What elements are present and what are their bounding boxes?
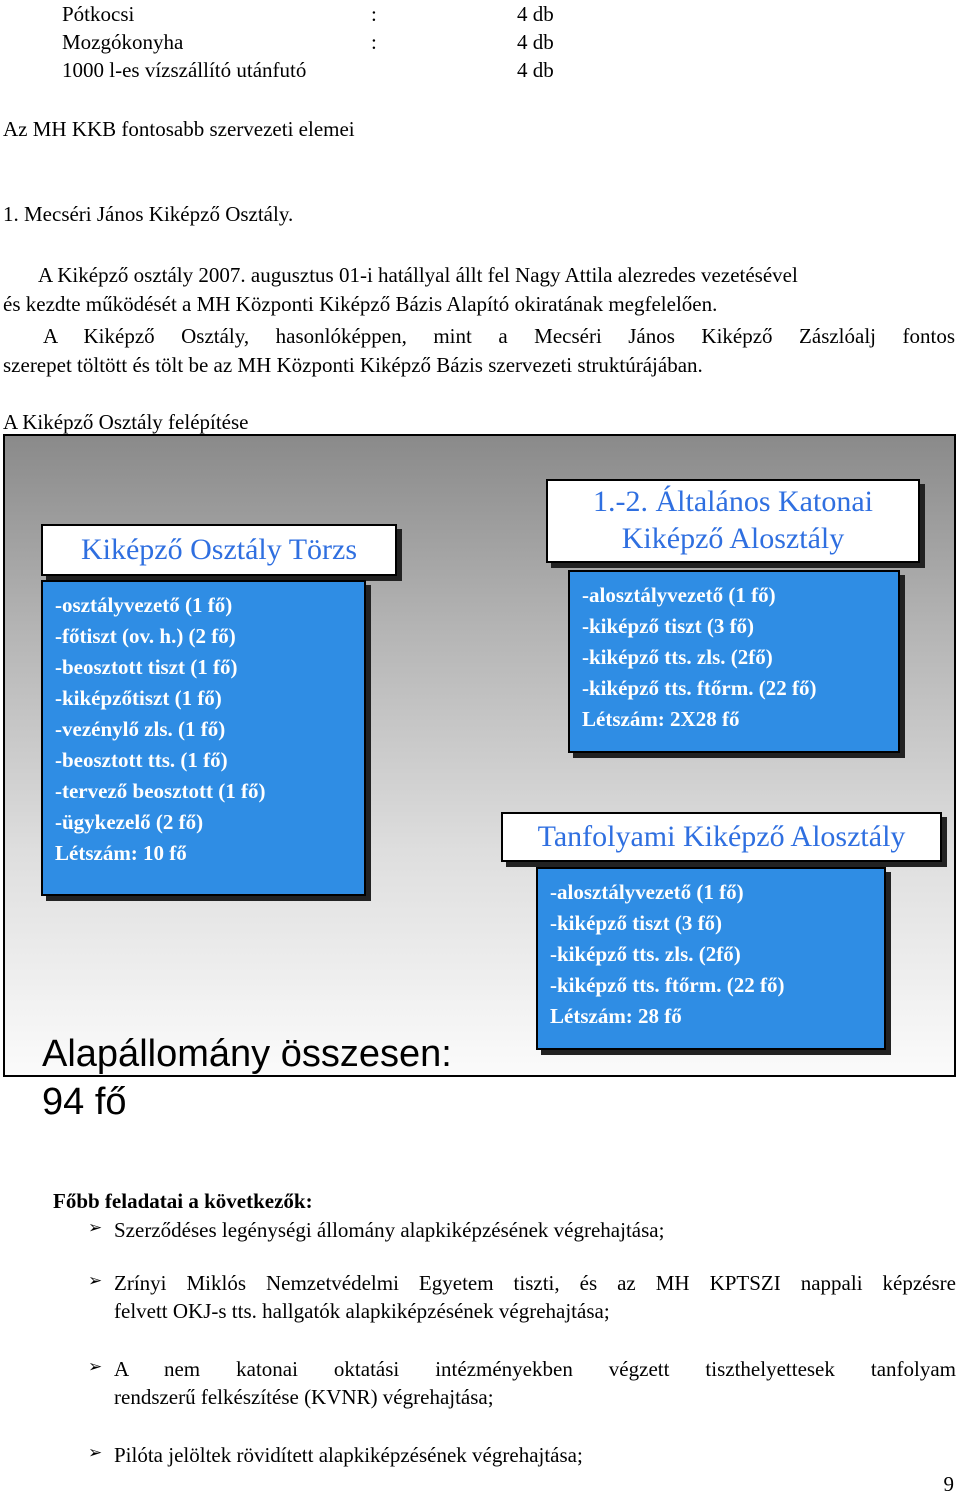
paragraph-2-cont [3, 351, 955, 379]
inventory-quantity: 4 db [517, 30, 554, 54]
tanfolyami-header [501, 812, 942, 862]
inventory-row [62, 56, 582, 84]
torzs-title: Kiképző Osztály Törzs [80, 533, 358, 566]
tanfolyami-title: Tanfolyami Kiképző Alosztály [537, 820, 906, 853]
torzs-item: -beosztott tiszt (1 fő) [55, 655, 238, 679]
inventory-colon: : [371, 2, 377, 26]
inventory-row [62, 0, 582, 28]
tanfolyami-item: -kiképző tts. zls. (2fő) [550, 942, 741, 966]
paragraph-1 [38, 261, 955, 289]
paragraph-line: szerepet töltött és tölt be az MH Központi Kiképző Bázis szervezeti struktúrájában. [3, 353, 703, 377]
inventory-quantity: 4 db [517, 58, 554, 82]
task-line: Zrínyi Miklós Nemzetvédelmi Egyetem tiszti, és az MH KPTSZI nappali képzésre [114, 1271, 956, 1295]
arrow-bullet-icon: ➢ [88, 1271, 103, 1291]
task-line: Pilóta jelöltek rövidített alapkiképzésének végrehajtása; [114, 1443, 583, 1467]
inventory-name: 1000 l-es vízszállító utánfutó [62, 58, 307, 82]
arrow-bullet-icon: ➢ [88, 1443, 103, 1463]
torzs-total: Létszám: 10 fő [55, 841, 187, 865]
torzs-item: -kiképzőtiszt (1 fő) [55, 686, 222, 710]
inventory-name: Pótkocsi [62, 2, 135, 26]
task-item [88, 1216, 956, 1244]
task-line: felvett OKJ-s tts. hallgatók alapkiképzésének végrehajtása; [114, 1299, 610, 1324]
tanfolyami-total: Létszám: 28 fő [550, 1004, 682, 1028]
torzs-header [41, 524, 397, 576]
section-title: Az MH KKB fontosabb szervezeti elemei [3, 117, 355, 141]
torzs-item: -tervező beosztott (1 fő) [55, 779, 266, 803]
arrow-bullet-icon: ➢ [88, 1357, 103, 1377]
tanfolyami-box [536, 867, 886, 1050]
arrow-bullet-icon: ➢ [88, 1218, 103, 1238]
paragraph-line: A Kiképző Osztály, hasonlóképpen, mint a Mecséri János Kiképző Zászlóalj fontos [43, 324, 955, 348]
altalanos-item: -kiképző tiszt (3 fő) [582, 614, 755, 638]
inventory-quantity: 4 db [517, 2, 554, 26]
paragraph-line: és kezdte működését a MH Központi Kiképző Bázis Alapító okiratának megfelelően. [3, 292, 718, 316]
torzs-item: -főtiszt (ov. h.) (2 fő) [55, 624, 236, 648]
summary-line: Alapállomány összesen: [42, 1033, 452, 1075]
summary-total: 94 fő [42, 1081, 127, 1123]
torzs-item: -osztályvezető (1 fő) [55, 593, 233, 617]
task-line: Szerződéses legénységi állomány alapkiképzésének végrehajtása; [114, 1218, 665, 1242]
inventory-name: Mozgókonyha [62, 30, 184, 54]
tanfolyami-item: -kiképző tts. ftőrm. (22 fő) [550, 973, 785, 997]
paragraph-1-cont [3, 290, 955, 318]
inventory-row [62, 28, 582, 56]
torzs-item: -ügykezelő (2 fő) [55, 810, 204, 834]
task-item [88, 1441, 956, 1469]
page-number: 9 [943, 1472, 954, 1496]
paragraph-2 [43, 322, 955, 350]
subsection-title: 1. Mecséri János Kiképző Osztály. [3, 202, 294, 226]
staff-summary [42, 1030, 452, 1126]
altalanos-header [546, 479, 920, 563]
altalanos-title-line: 1.-2. Általános Katonai [593, 485, 873, 518]
tasks-title: Főbb feladatai a következők: [53, 1189, 313, 1213]
tanfolyami-item: -kiképző tiszt (3 fő) [550, 911, 723, 935]
altalanos-box [568, 570, 900, 753]
torzs-item: -vezénylő zls. (1 fő) [55, 717, 226, 741]
torzs-item: -beosztott tts. (1 fő) [55, 748, 228, 772]
torzs-box [41, 580, 366, 896]
task-item [88, 1355, 956, 1412]
altalanos-title-line: Kiképző Alosztály [621, 521, 845, 555]
altalanos-item: -kiképző tts. ftőrm. (22 fő) [582, 676, 817, 700]
paragraph-line: A Kiképző osztály 2007. augusztus 01-i hatállyal állt fel Nagy Attila alezredes vezetésével [38, 263, 798, 287]
task-line: A nem katonai oktatási intézményekben végzett tiszthelyettesek tanfolyam [114, 1357, 956, 1381]
altalanos-item: -alosztályvezető (1 fő) [582, 583, 776, 607]
altalanos-total: Létszám: 2X28 fő [582, 707, 740, 731]
task-line: rendszerű felkészítése (KVNR) végrehajtása; [114, 1385, 494, 1410]
altalanos-item: -kiképző tts. zls. (2fő) [582, 645, 773, 669]
inventory-colon: : [371, 30, 377, 54]
task-item [88, 1269, 956, 1326]
tanfolyami-item: -alosztályvezető (1 fő) [550, 880, 744, 904]
diagram-caption: A Kiképző Osztály felépítése [3, 410, 249, 434]
